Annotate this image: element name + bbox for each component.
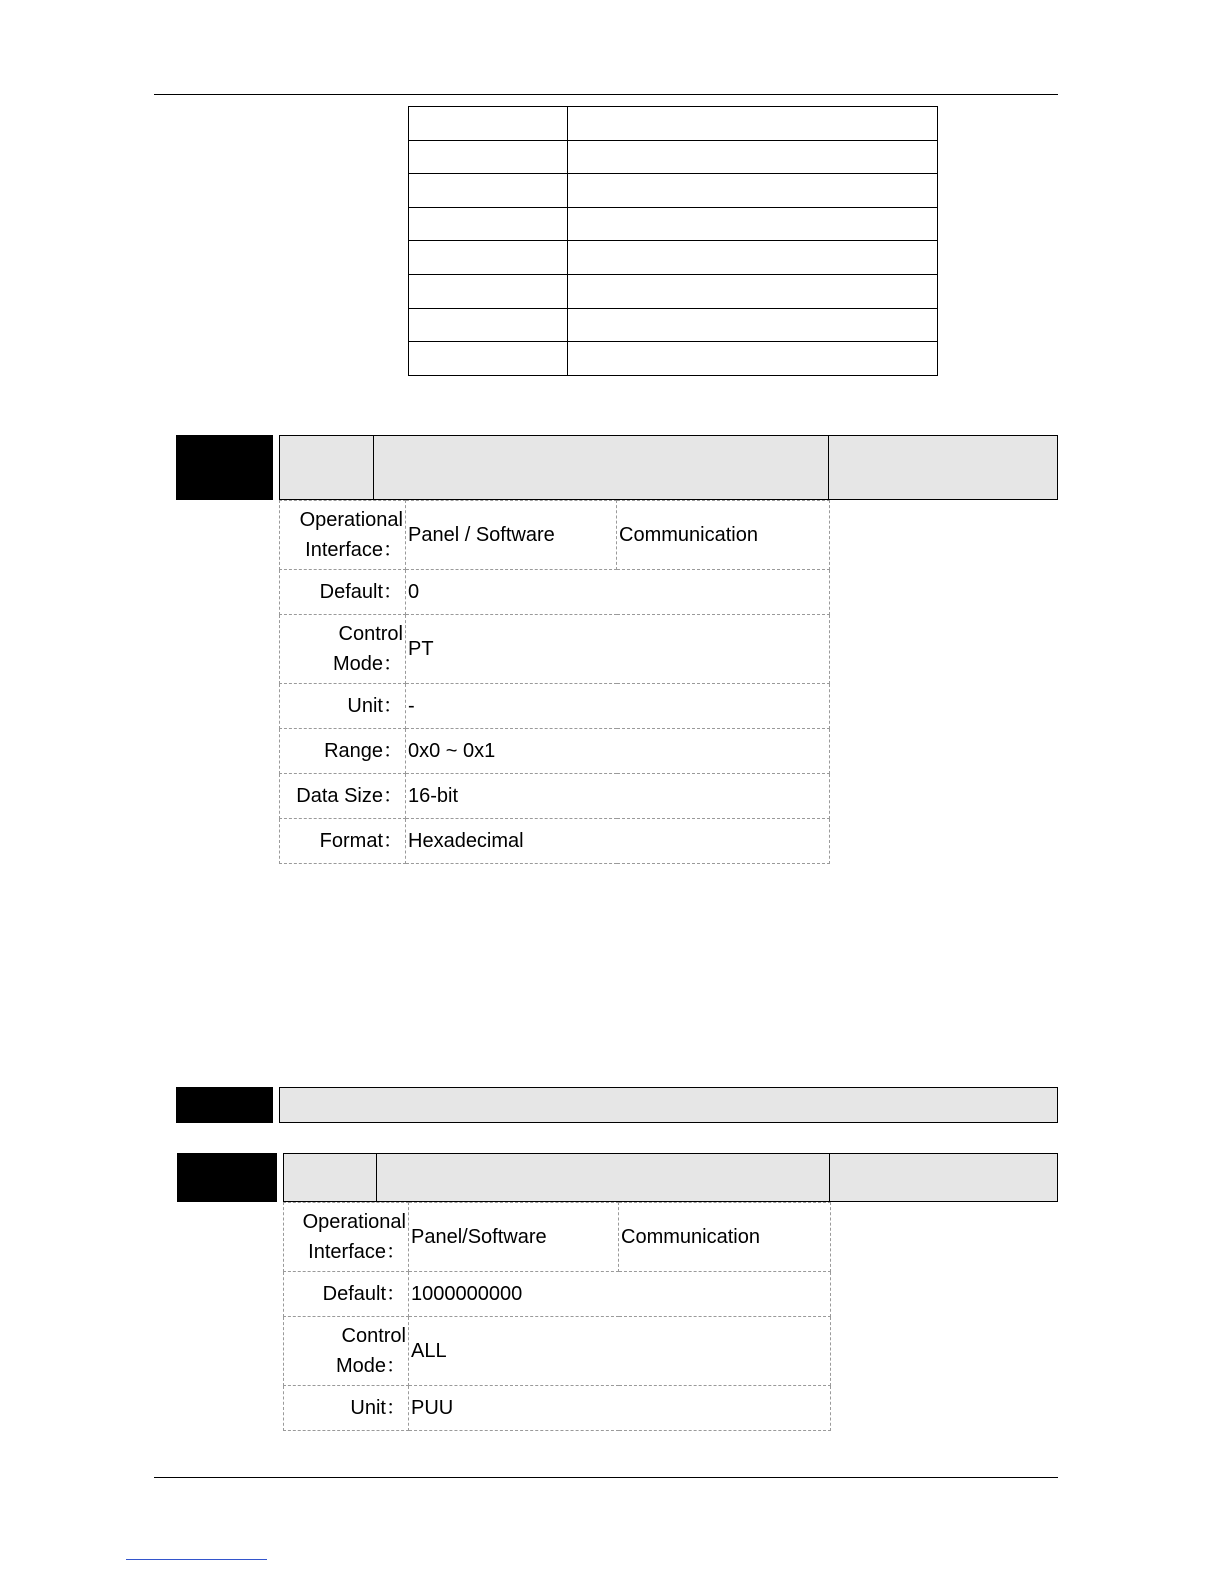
group-title-bar: [279, 1087, 1058, 1123]
link-underline: [126, 1559, 267, 1560]
header-rule: [154, 94, 1058, 95]
control-mode-value: PT: [406, 615, 830, 684]
param-header-bar: [283, 1153, 1058, 1202]
group-code-box: [176, 1087, 273, 1123]
table-row: [409, 140, 938, 174]
default-label: Default：: [280, 570, 406, 615]
table-row: [280, 615, 830, 684]
table-row: [284, 1203, 831, 1272]
control-mode-label: [280, 615, 406, 684]
interface-label-line1: Operational: [299, 509, 403, 531]
interface-panel: Panel / Software: [406, 501, 617, 570]
table-row: [409, 342, 938, 376]
interface-label: [280, 501, 406, 570]
blank-table: [408, 106, 938, 376]
interface-communication: Communication: [617, 501, 830, 570]
control-label-line2: Mode：: [335, 1355, 406, 1377]
table-row: [409, 241, 938, 275]
table-row: [409, 107, 938, 141]
interface-label-line2: Interface：: [308, 1241, 406, 1263]
format-value: Hexadecimal: [406, 819, 830, 864]
unit-value: -: [406, 684, 830, 729]
param-property-table: [279, 500, 830, 864]
table-row: [280, 729, 830, 774]
interface-label: [284, 1203, 409, 1272]
control-mode-value: ALL: [409, 1317, 831, 1386]
unit-label: Unit：: [284, 1386, 409, 1431]
interface-label-line2: Interface：: [305, 539, 403, 561]
range-label: Range：: [280, 729, 406, 774]
default-value: 0: [406, 570, 830, 615]
control-label-line1: Control: [338, 623, 403, 645]
param-code-box: [177, 1153, 277, 1202]
default-label: Default：: [284, 1272, 409, 1317]
table-row: [280, 570, 830, 615]
footer-rule: [154, 1477, 1058, 1478]
header-divider: [376, 1154, 377, 1201]
unit-label: Unit：: [280, 684, 406, 729]
table-row: [280, 819, 830, 864]
table-row: [409, 274, 938, 308]
unit-value: PUU: [409, 1386, 831, 1431]
interface-panel: Panel/Software: [409, 1203, 619, 1272]
table-row: [284, 1272, 831, 1317]
interface-communication: Communication: [619, 1203, 831, 1272]
data-size-value: 16-bit: [406, 774, 830, 819]
header-divider: [828, 436, 829, 499]
table-row: [409, 308, 938, 342]
default-value: 1000000000: [409, 1272, 831, 1317]
control-label-line1: Control: [341, 1325, 406, 1347]
table-row: [409, 174, 938, 208]
range-value: 0x0 ~ 0x1: [406, 729, 830, 774]
table-row: [280, 684, 830, 729]
data-size-label: Data Size：: [280, 774, 406, 819]
param-code-box: [176, 435, 273, 500]
table-row: [284, 1386, 831, 1431]
table-row: [284, 1317, 831, 1386]
control-mode-label: [284, 1317, 409, 1386]
header-divider: [829, 1154, 830, 1201]
control-label-line2: Mode：: [332, 653, 403, 675]
table-row: [409, 207, 938, 241]
table-row: [280, 774, 830, 819]
interface-label-line1: Operational: [302, 1211, 406, 1233]
table-row: [280, 501, 830, 570]
format-label: Format：: [280, 819, 406, 864]
header-divider: [373, 436, 374, 499]
param-property-table: [283, 1202, 831, 1431]
param-header-bar: [279, 435, 1058, 500]
